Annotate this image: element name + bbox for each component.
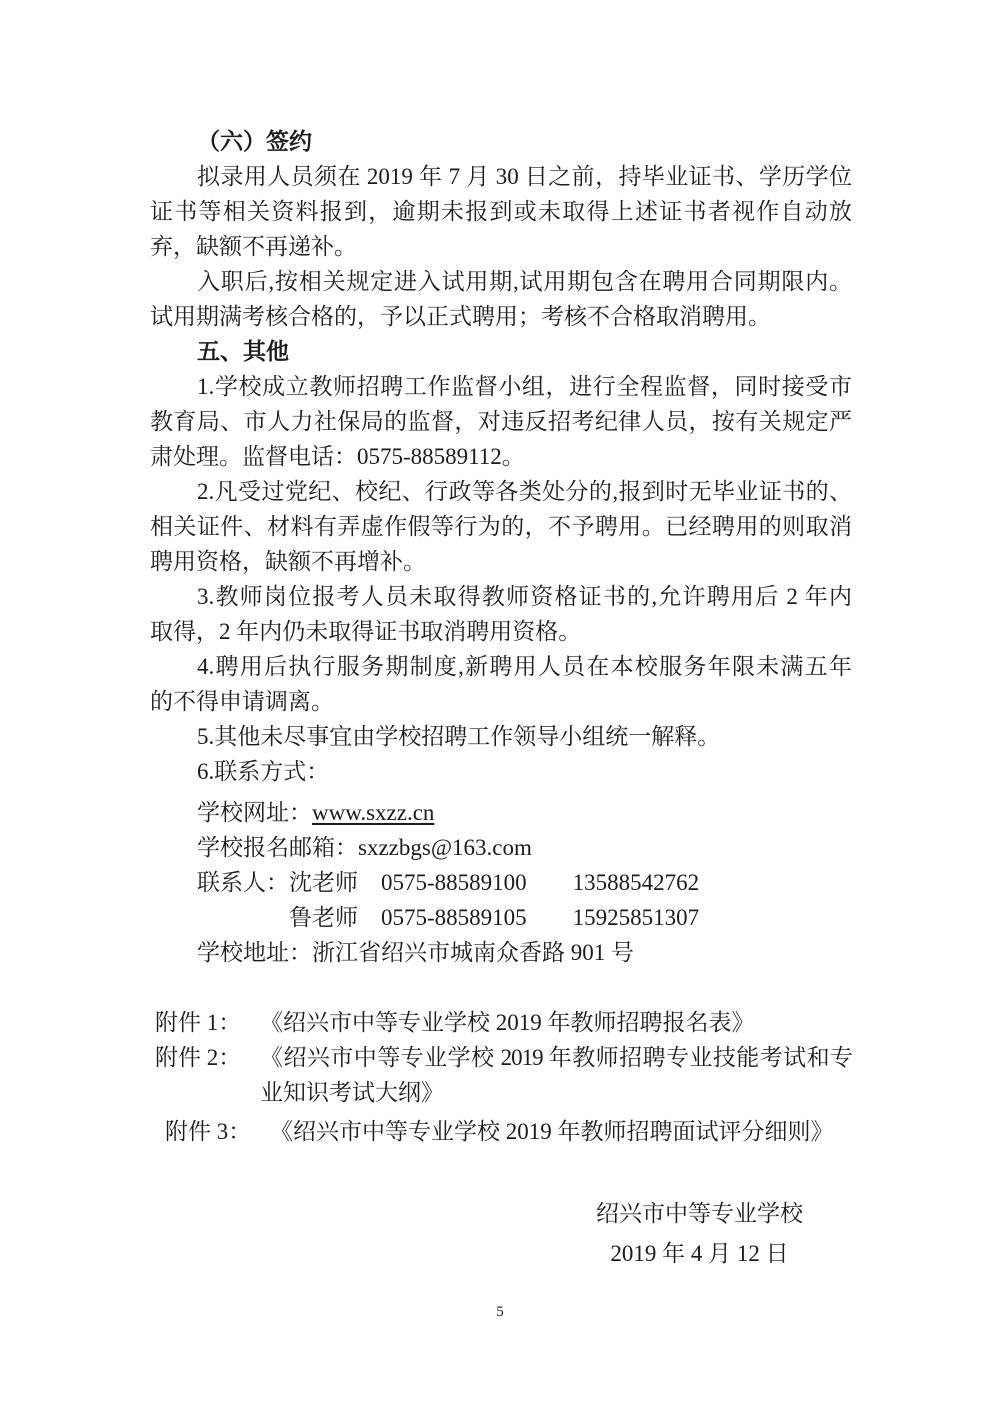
page-number: 5	[496, 1304, 504, 1320]
attachment-title	[260, 1040, 852, 1110]
text-line: 的不得申请调离。	[150, 689, 334, 714]
text-line: 《绍兴市中等专业学校 2019 年教师招聘报名表》	[260, 1010, 755, 1035]
text-line: 2.凡受过党纪、校纪、行政等各类处分的,报到时无毕业证书的、	[197, 479, 852, 504]
text-line: 3.教师岗位报考人员未取得教师资格证书的,允许聘用后 2 年内	[197, 584, 852, 609]
text-line: 6.联系方式：	[197, 759, 330, 784]
text-line: 《绍兴市中等专业学校 2019 年教师招聘专业技能考试和专	[260, 1045, 852, 1070]
text-line: 取得，2 年内仍未取得证书取消聘用资格。	[150, 619, 582, 644]
text-line: 聘用资格，缺额不再增补。	[150, 549, 426, 574]
paragraph	[150, 264, 852, 334]
attachments-list	[150, 1005, 852, 1149]
attachment-label: 附件 1：	[155, 1010, 242, 1035]
text-line: 拟录用人员须在 2019 年 7 月 30 日之前，持毕业证书、学历学位	[197, 164, 852, 189]
attachment-label: 附件 2：	[155, 1045, 242, 1070]
text-line: 教育局、市人力社保局的监督，对违反招考纪律人员，按有关规定严	[150, 409, 852, 434]
text-line	[150, 795, 852, 830]
text-line: 入职后,按相关规定进入试用期,试用期包含在聘用合同期限内。	[197, 269, 852, 294]
attachment-title	[270, 1114, 852, 1149]
attachment-row	[150, 1005, 852, 1040]
attachment-label: 附件 3：	[165, 1119, 252, 1144]
text-line: 《绍兴市中等专业学校 2019 年教师招聘面试评分细则》	[270, 1119, 834, 1144]
text-line: 试用期满考核合格的，予以正式聘用；考核不合格取消聘用。	[150, 304, 771, 329]
text-line: 肃处理。监督电话：0575-88589112。	[150, 444, 525, 469]
text-line: 1.学校成立教师招聘工作监督小组，进行全程监督，同时接受市	[197, 374, 852, 399]
text-line: 联系人：沈老师 0575-88589100 13588542762	[197, 870, 700, 895]
signature-date: 2019 年 4 月 12 日	[610, 1241, 789, 1266]
paragraph	[150, 754, 852, 789]
signature-block	[596, 1194, 803, 1274]
paragraph	[150, 369, 852, 474]
text-line: 鲁老师 0575-88589105 15925851307	[289, 905, 700, 930]
school-website-link[interactable]: www.sxzz.cn	[312, 800, 435, 825]
text-line: 5.其他未尽事宜由学校招聘工作领导小组统一解释。	[197, 724, 721, 749]
text-line: 学校地址：浙江省绍兴市城南众香路 901 号	[197, 940, 634, 965]
document-body	[150, 124, 852, 1274]
text-segment: 学校网址：	[197, 800, 312, 825]
text-line: 弃，缺额不再递补。	[150, 234, 357, 259]
text-line: 学校报名邮箱：sxzzbgs@163.com	[197, 835, 532, 860]
paragraph	[150, 474, 852, 579]
paragraph	[150, 579, 852, 649]
section-heading: 五、其他	[197, 339, 289, 364]
attachment-row	[150, 1114, 852, 1149]
attachment-title	[260, 1005, 852, 1040]
text-line: 证书等相关资料报到，逾期未报到或未取得上述证书者视作自动放	[150, 199, 852, 224]
paragraph	[150, 719, 852, 754]
text-line: 4.聘用后执行服务期制度,新聘用人员在本校服务年限未满五年	[197, 654, 852, 679]
contact-block	[150, 795, 852, 970]
attachment-row	[150, 1040, 852, 1110]
text-line: 业知识考试大纲》	[260, 1080, 444, 1105]
paragraph	[150, 649, 852, 719]
paragraph	[150, 159, 852, 264]
text-line: 相关证件、材料有弄虚作假等行为的，不予聘用。已经聘用的则取消	[150, 514, 852, 539]
signature-org: 绍兴市中等专业学校	[596, 1201, 803, 1226]
section-heading: （六）签约	[197, 129, 312, 154]
